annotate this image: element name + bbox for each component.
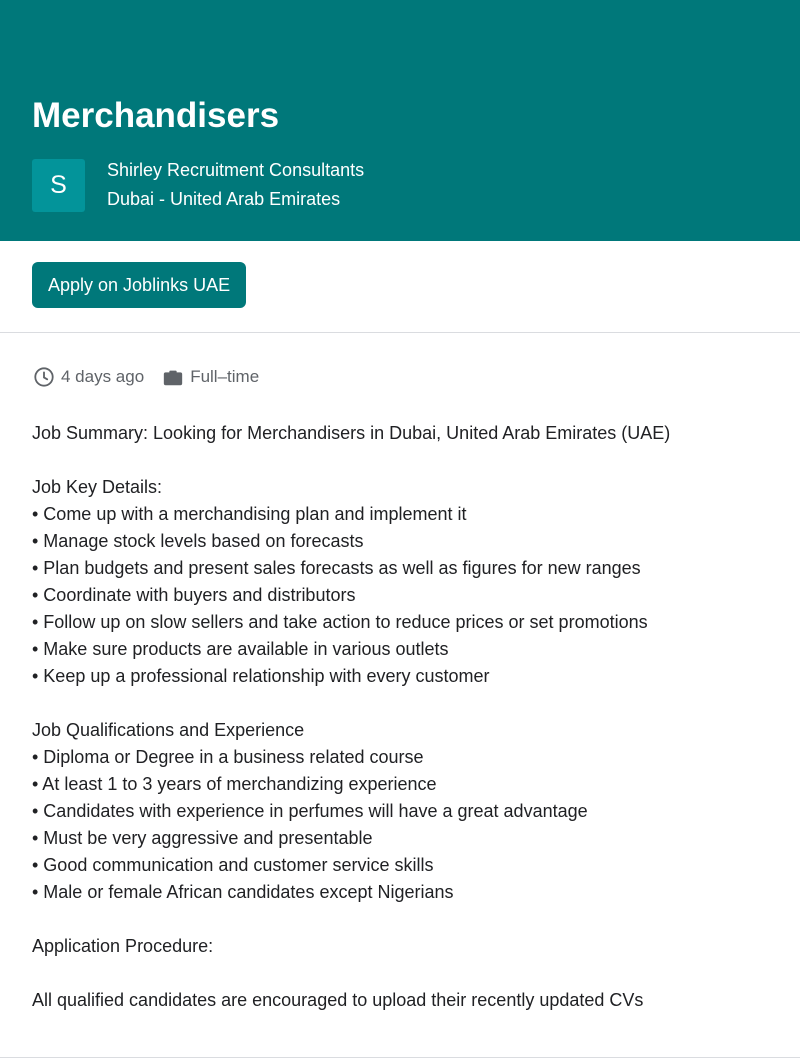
blank-line	[32, 447, 772, 474]
briefcase-icon	[161, 365, 185, 389]
posted-time: 4 days ago	[61, 367, 145, 386]
description-line: Application Procedure:	[32, 936, 214, 956]
apply-button[interactable]: Apply on Joblinks UAE	[32, 262, 246, 308]
description-line: • Coordinate with buyers and distributors	[32, 585, 356, 605]
description-line: • Plan budgets and present sales forecasts as well as figures for new ranges	[32, 558, 641, 578]
description-line: • Good communication and customer service skills	[32, 855, 434, 875]
description-line: • Make sure products are available in various outlets	[32, 639, 449, 659]
blank-line	[32, 690, 772, 717]
description-line: • Candidates with experience in perfumes will have a great advantage	[32, 801, 588, 821]
description-line: All qualified candidates are encouraged to upload their recently updated CVs	[32, 990, 644, 1010]
description-line: • At least 1 to 3 years of merchandizing experience	[32, 774, 437, 794]
job-header	[0, 0, 800, 241]
company-name: Shirley Recruitment Consultants	[107, 160, 365, 180]
apply-bar	[0, 241, 800, 333]
employment-type: Full–time	[190, 367, 260, 386]
description-line: Job Summary: Looking for Merchandisers in Dubai, United Arab Emirates (UAE)	[32, 423, 671, 443]
description-line: • Must be very aggressive and presentable	[32, 828, 373, 848]
company-location: Dubai - United Arab Emirates	[107, 189, 341, 209]
description-line: • Come up with a merchandising plan and implement it	[32, 504, 467, 524]
blank-line	[32, 960, 772, 987]
company-avatar: S	[32, 159, 85, 212]
description-line: • Keep up a professional relationship with every customer	[32, 666, 490, 686]
description-line: Job Qualifications and Experience	[32, 720, 305, 740]
description-line: • Diploma or Degree in a business related course	[32, 747, 424, 767]
clock-icon	[32, 365, 56, 389]
blank-line	[32, 906, 772, 933]
job-description	[32, 420, 772, 1014]
description-line: • Follow up on slow sellers and take action to reduce prices or set promotions	[32, 612, 648, 632]
description-line: Job Key Details:	[32, 477, 163, 497]
description-line: • Manage stock levels based on forecasts	[32, 531, 364, 551]
description-line: • Male or female African candidates except Nigerians	[32, 882, 454, 902]
divider	[0, 1057, 800, 1058]
job-meta-row	[32, 364, 259, 390]
job-title: Merchandisers	[32, 96, 280, 135]
